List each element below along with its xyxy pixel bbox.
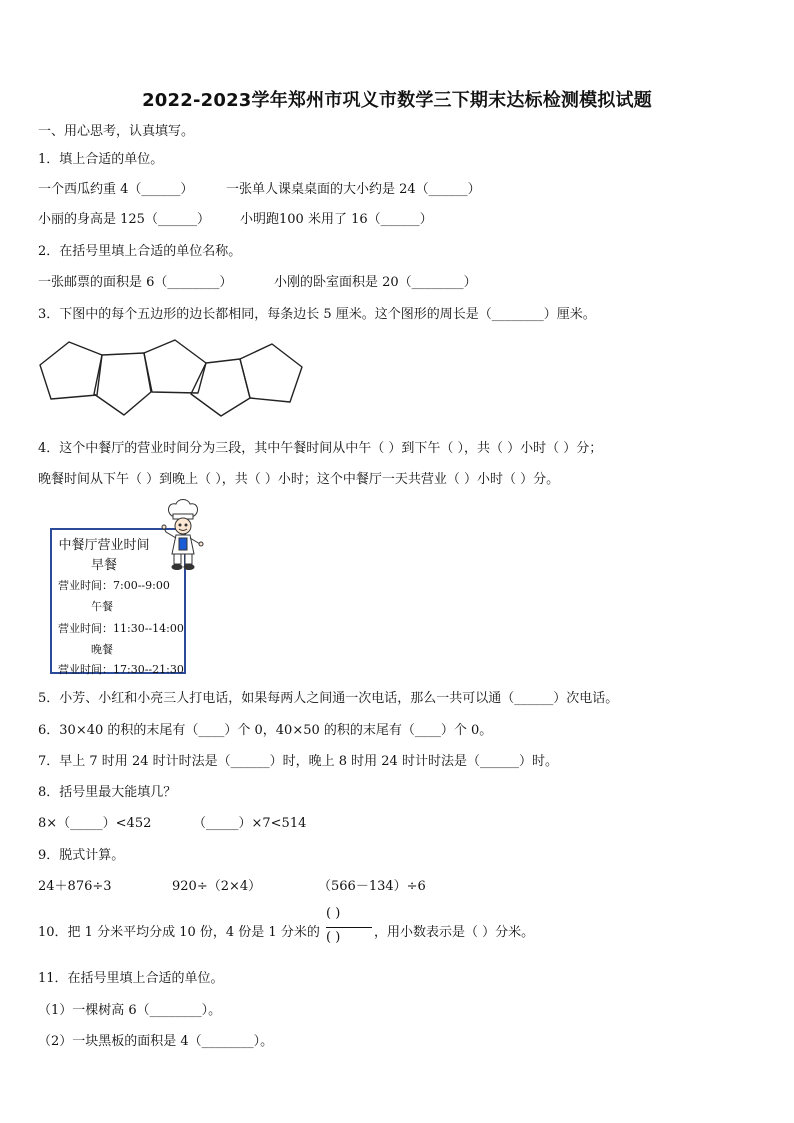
menu-lunch-label: 午餐 [91, 600, 113, 613]
question-2a: 一张邮票的面积是 6（________） [38, 275, 233, 290]
section-heading: 一、用心思考，认真填写。 [38, 124, 195, 139]
menu-title: 中餐厅营业时间 [58, 538, 150, 553]
question-1-text: 1．填上合适的单位。 [38, 152, 164, 167]
menu-dinner-label: 晚餐 [91, 643, 113, 656]
question-8-text: 8．括号里最大能填几？ [38, 785, 177, 800]
question-8b: （_____）×7<514 [193, 816, 307, 831]
question-2-text: 2．在括号里填上合适的单位名称。 [38, 244, 242, 259]
pentagon-2 [94, 353, 151, 415]
question-6: 6．30×40 的积的末尾有（____）个 0，40×50 的积的末尾有（____）个 0。 [38, 723, 493, 738]
pentagon-3 [144, 340, 206, 393]
question-10-after: ，用小数表示是（ ）分米。 [374, 925, 535, 940]
question-11b: （2）一块黑板的面积是 4（________）。 [38, 1034, 274, 1049]
menu-lunch-time: 营业时间：11:30--14:00 [58, 622, 184, 635]
pentagons-figure [36, 336, 308, 420]
question-1a: 一个西瓜约重 4（______） [38, 182, 194, 197]
menu-breakfast-time: 营业时间：7:00--9:00 [58, 579, 170, 592]
question-4-line-2: 晚餐时间从下午（ ）到晚上（ ），共（ ）小时；这个中餐厅一天共营业（ ）小时（ ）分。 [38, 472, 560, 487]
question-8a: 8×（_____）<452 [38, 816, 152, 831]
question-4-line-1: 4．这个中餐厅的营业时间分为三段，其中午餐时间从中午（ ）到下午（ ），共（ ）小时（ ）分； [38, 441, 603, 456]
question-1b: 一张单人课桌桌面的大小约是 24（______） [226, 182, 481, 197]
question-2b: 小刚的卧室面积是 20（________） [274, 275, 477, 290]
question-3-text: 3．下图中的每个五边形的边长都相同，每条边长 5 厘米。这个图形的周长是（________）厘米。 [38, 307, 596, 322]
question-9a: 24＋876÷3 [38, 879, 112, 894]
fraction-numerator: ( ) [326, 906, 341, 921]
question-5: 5．小芳、小红和小亮三人打电话，如果每两人之间通一次电话，那么一共可以通（______）次电话。 [38, 691, 619, 706]
question-9-text: 9．脱式计算。 [38, 848, 125, 863]
menu-dinner-time: 营业时间：17:30--21:30 [58, 663, 184, 676]
question-1c: 小丽的身高是 125（______） [38, 212, 210, 227]
question-7: 7．早上 7 时用 24 时计时法是（______）时，晚上 8 时用 24 时计时法是（______）时。 [38, 754, 558, 769]
pentagon-1 [40, 342, 102, 399]
question-9c: （566－134）÷6 [318, 879, 426, 894]
pentagon-5 [240, 344, 302, 402]
menu-breakfast-label: 早餐 [90, 558, 117, 573]
question-10-before: 10．把 1 分米平均分成 10 份，4 份是 1 分米的 [38, 925, 320, 940]
question-11a: （1）一棵树高 6（________）。 [38, 1003, 222, 1018]
fraction-bar [326, 927, 372, 928]
chef-icon [160, 498, 206, 574]
question-1d: 小明跑100 米用了 16（______） [240, 212, 433, 227]
fraction-denominator: ( ) [326, 930, 341, 945]
question-9b: 920÷（2×4） [172, 879, 262, 894]
question-11-text: 11．在括号里填上合适的单位。 [38, 971, 224, 986]
page-title: 2022-2023学年郑州市巩义市数学三下期末达标检测模拟试题 [142, 90, 652, 111]
